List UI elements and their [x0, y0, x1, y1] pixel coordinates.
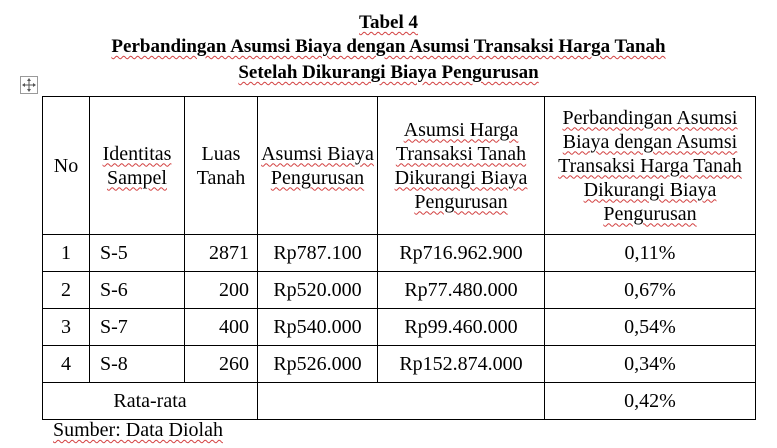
cell-luas: 2871: [185, 235, 258, 272]
header-asumsi-harga: Asumsi Harga Transaksi Tanah Dikurangi Biaya Pengurusan: [378, 97, 545, 235]
cell-biaya: Rp787.100: [258, 235, 378, 272]
cell-luas: 200: [185, 272, 258, 309]
cell-persen: 0,67%: [545, 272, 756, 309]
cell-persen: 0,54%: [545, 309, 756, 346]
cell-biaya: Rp526.000: [258, 346, 378, 383]
cell-identitas: S-7: [90, 309, 185, 346]
move-arrows-icon[interactable]: [20, 76, 38, 94]
header-asumsi-biaya: Asumsi Biaya Pengurusan: [258, 97, 378, 235]
source-note: Sumber: Data Diolah: [53, 419, 223, 441]
average-empty-cell: [258, 383, 545, 420]
cell-harga: Rp99.460.000: [378, 309, 545, 346]
table-row: [43, 309, 756, 346]
cell-harga: Rp77.480.000: [378, 272, 545, 309]
average-label: Rata-rata: [43, 383, 258, 420]
table-caption-subtitle: Setelah Dikurangi Biaya Pengurusan: [238, 62, 539, 83]
cell-no: 1: [43, 235, 90, 272]
cell-biaya: Rp520.000: [258, 272, 378, 309]
cell-no: 4: [43, 346, 90, 383]
table-row: [43, 235, 756, 272]
cell-no: 3: [43, 309, 90, 346]
cell-biaya: Rp540.000: [258, 309, 378, 346]
average-value: 0,42%: [545, 383, 756, 420]
header-luas-tanah: Luas Tanah: [185, 97, 258, 235]
cell-luas: 260: [185, 346, 258, 383]
header-identitas-sampel: Identitas Sampel: [90, 97, 185, 235]
cell-luas: 400: [185, 309, 258, 346]
comparison-table: [42, 96, 756, 420]
header-no: No: [43, 97, 90, 235]
table-caption-title: Perbandingan Asumsi Biaya dengan Asumsi Transaksi Harga Tanah: [111, 36, 666, 57]
table-footer-row: [43, 383, 756, 420]
cell-persen: 0,11%: [545, 235, 756, 272]
table-caption-number: Tabel 4: [359, 12, 418, 33]
table-row: [43, 346, 756, 383]
table-header-row: [43, 97, 756, 235]
cell-harga: Rp152.874.000: [378, 346, 545, 383]
table-row: [43, 272, 756, 309]
cell-no: 2: [43, 272, 90, 309]
cell-identitas: S-5: [90, 235, 185, 272]
cell-identitas: S-6: [90, 272, 185, 309]
cell-identitas: S-8: [90, 346, 185, 383]
header-perbandingan: Perbandingan Asumsi Biaya dengan Asumsi Transaksi Harga Tanah Dikurangi Biaya Pengurusan: [545, 97, 756, 235]
cell-harga: Rp716.962.900: [378, 235, 545, 272]
cell-persen: 0,34%: [545, 346, 756, 383]
